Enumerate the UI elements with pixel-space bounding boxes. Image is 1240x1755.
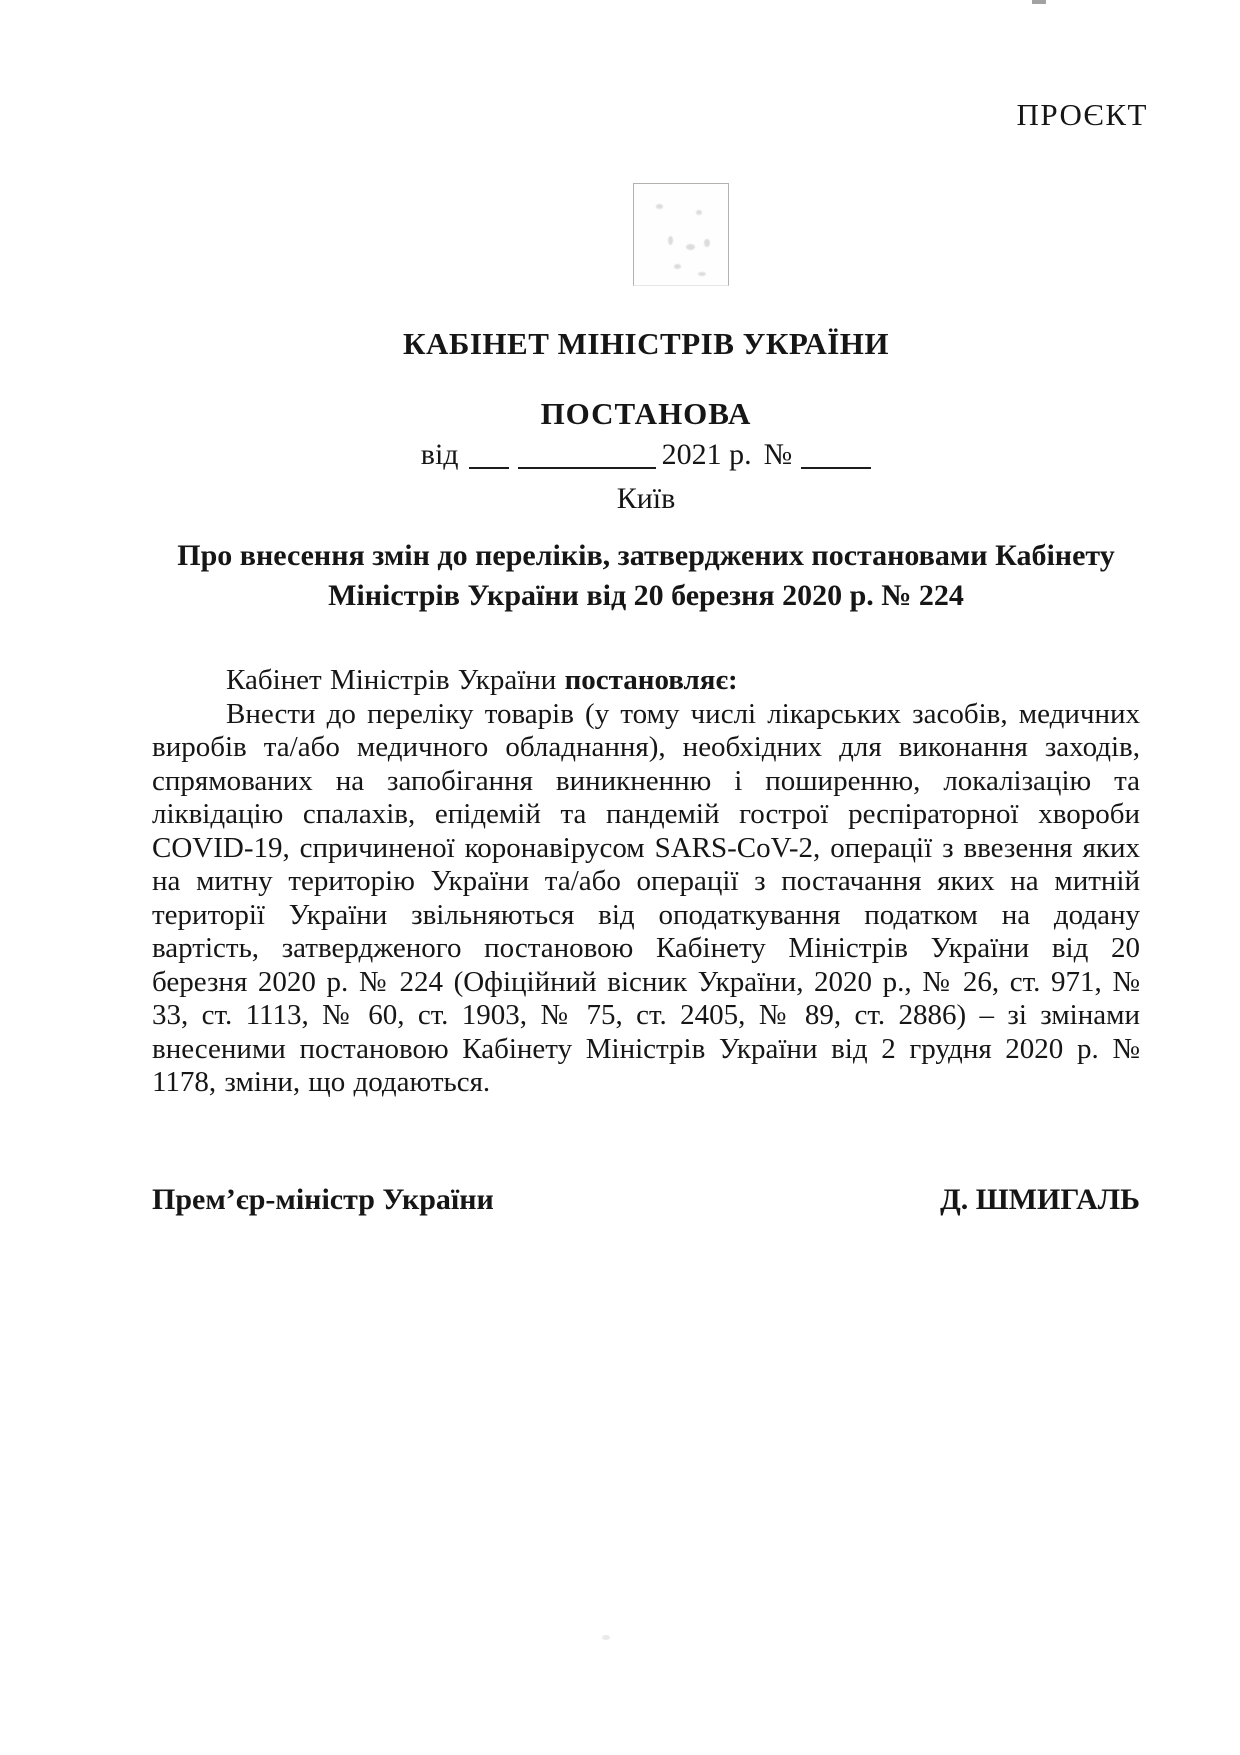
emblem-speck xyxy=(656,204,663,209)
signer-post: Прем’єр-міністр України xyxy=(152,1183,494,1216)
signature-row xyxy=(152,1183,1140,1217)
number-sign: № xyxy=(763,438,793,471)
number-blank xyxy=(801,437,871,469)
resolves-bold: постановляє: xyxy=(564,664,738,696)
draft-label: ПРОЄКТ xyxy=(1016,97,1148,132)
decree-body xyxy=(152,664,1140,1100)
city-label: Київ xyxy=(616,482,676,515)
scan-speck xyxy=(1032,0,1046,4)
scan-speck xyxy=(602,1635,610,1640)
main-paragraph: Внести до переліку товарів (у тому числі лікарських засобів, медичних виробів та/або медичного обладнання), необхідних для виконання заходів, спрямованих на запобігання виникненню і поширенню, локалізацію та ліквідацію спалахів, епідемій та пандемій гострої респіраторної хвороби COVID-19, спричиненої коронавірусом SARS-CoV-2, операції з ввезення яких на митну територію України та/або операції з постачання яких на митній території України звільняються від оподаткування податком на додану вартість, затвердженого постановою Кабінету Міністрів України від 20 березня 2020 р. № 224 (Офіційний вісник України, 2020 р., № 26, ст. 971, № 33, ст. 1113, № 60, ст. 1903, № 75, ст. 2405, № 89, ст. 2886) – зі змінами внесеними постановою Кабінету Міністрів України від 2 грудня 2020 р. № 1178, зміни, що додаються. xyxy=(152,697,1140,1098)
resolves-line xyxy=(152,664,1140,698)
decree-title-line2: Міністрів України від 20 березня 2020 р. № 224 xyxy=(328,579,964,612)
emblem-speck xyxy=(674,264,681,269)
date-prefix: від xyxy=(420,438,459,471)
state-emblem-placeholder-icon xyxy=(633,183,729,286)
decree-title xyxy=(152,536,1140,616)
resolves-regular: Кабінет Міністрів України xyxy=(226,664,565,696)
doc-type-title: ПОСТАНОВА xyxy=(540,396,752,431)
date-year: 2021 р. xyxy=(661,438,752,471)
date-number-line xyxy=(152,437,1140,472)
emblem-speck xyxy=(704,239,710,247)
date-day-blank xyxy=(469,437,509,469)
date-month-blank xyxy=(518,437,656,469)
decree-title-line1: Про внесення змін до переліків, затверджених постановами Кабінету xyxy=(177,539,1115,572)
emblem-speck xyxy=(668,236,673,245)
emblem-speck xyxy=(686,244,695,250)
organization-title: КАБІНЕТ МІНІСТРІВ УКРАЇНИ xyxy=(402,326,889,361)
emblem-speck xyxy=(698,272,706,276)
emblem-speck xyxy=(696,210,702,215)
signer-name: Д. ШМИГАЛЬ xyxy=(940,1183,1140,1216)
